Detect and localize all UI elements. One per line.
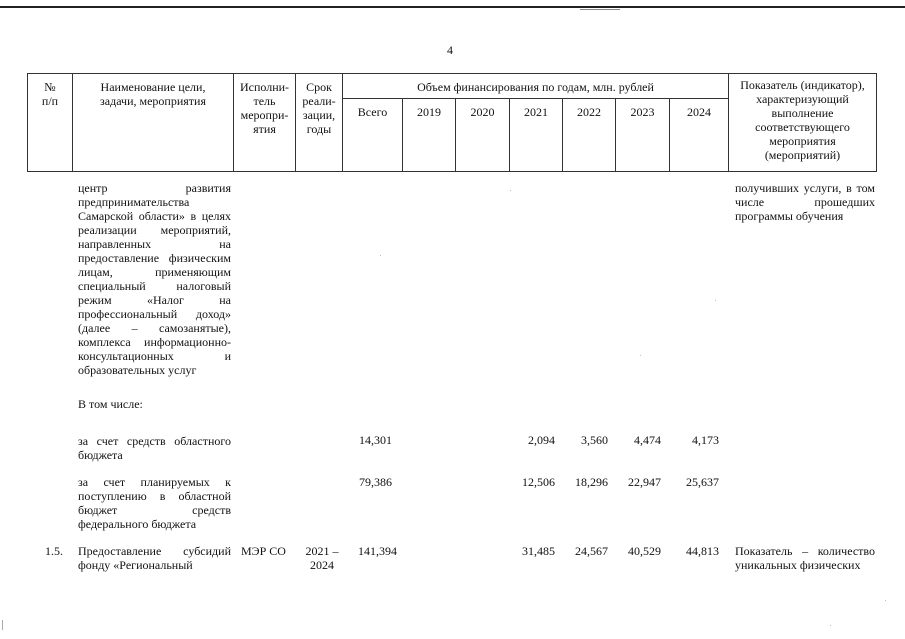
scan-speck	[885, 600, 886, 601]
scan-edge-mark	[2, 620, 3, 630]
header-year-2020: 2020	[455, 98, 510, 172]
federal-budget-2022: 18,296	[575, 475, 608, 489]
federal-budget-name: за счет планируемых к поступлению в областной бюджет средств федерального бюджета	[78, 475, 231, 531]
item-1-5-total: 141,394	[358, 544, 397, 558]
federal-budget-2021: 12,506	[522, 475, 555, 489]
header-year-2024: 2024	[669, 98, 729, 172]
item-1-5-indicator: Показатель – количество уникальных физических	[735, 544, 875, 572]
regional-budget-2022: 3,560	[581, 433, 608, 447]
scan-speck	[830, 625, 831, 626]
top-border-mark	[580, 9, 620, 10]
item-1-5-2022: 24,567	[575, 544, 608, 558]
item-1-5-2024: 44,813	[686, 544, 719, 558]
regional-budget-name: за счет средств областного бюджета	[78, 434, 231, 462]
page-number: 4	[447, 43, 453, 57]
header-col-executor: Исполни- тель меропри- ятия	[233, 73, 296, 172]
item-1-5-name: Предоставление субсидий фонду «Региональный	[78, 544, 231, 572]
scan-speck	[380, 255, 381, 256]
federal-budget-2024: 25,637	[686, 475, 719, 489]
item-1-5-2023: 40,529	[628, 544, 661, 558]
header-col-financing: Объем финансирования по годам, млн. рублей	[342, 73, 729, 99]
header-col-term: Срок реали- зации, годы	[295, 73, 343, 172]
header-col-indicator: Показатель (индикатор), характеризующий выполнение соответствующего мероприятия (мероприятий)	[728, 73, 877, 172]
continued-indicator-text: получивших услуги, в том числе прошедших программы обучения	[735, 181, 875, 223]
regional-budget-2021: 2,094	[528, 433, 555, 447]
regional-budget-2024: 4,173	[692, 433, 719, 447]
header-year-2021: 2021	[509, 98, 563, 172]
federal-budget-total: 79,386	[359, 475, 392, 489]
header-year-2022: 2022	[562, 98, 616, 172]
item-1-5-term: 2021 – 2024	[305, 544, 339, 572]
header-col-total: Всего	[342, 98, 403, 172]
item-1-5-2021: 31,485	[522, 544, 555, 558]
item-1-5-executor: МЭР СО	[241, 544, 286, 558]
item-1-5-number: 1.5.	[45, 544, 63, 558]
regional-budget-total: 14,301	[359, 433, 392, 447]
scan-speck	[510, 190, 511, 191]
including-label: В том числе:	[78, 397, 143, 411]
top-border-line	[0, 6, 905, 8]
federal-budget-2023: 22,947	[628, 475, 661, 489]
continued-measure-name: центр развития предпринимательства Самарской области» в целях реализации мероприятий, направленных на предоставление физическим лицам, применяющим специальный налоговый режим «Налог на профессиональный доход» (далее – самозанятые), комплекса информационно-консультационных и образовательных услуг	[78, 181, 231, 377]
header-col-no: № п/п	[27, 73, 73, 172]
scan-speck	[715, 300, 716, 301]
scan-speck	[640, 355, 641, 356]
header-col-name: Наименование цели, задачи, мероприятия	[72, 73, 234, 172]
header-year-2019: 2019	[402, 98, 456, 172]
regional-budget-2023: 4,474	[634, 433, 661, 447]
header-year-2023: 2023	[615, 98, 670, 172]
